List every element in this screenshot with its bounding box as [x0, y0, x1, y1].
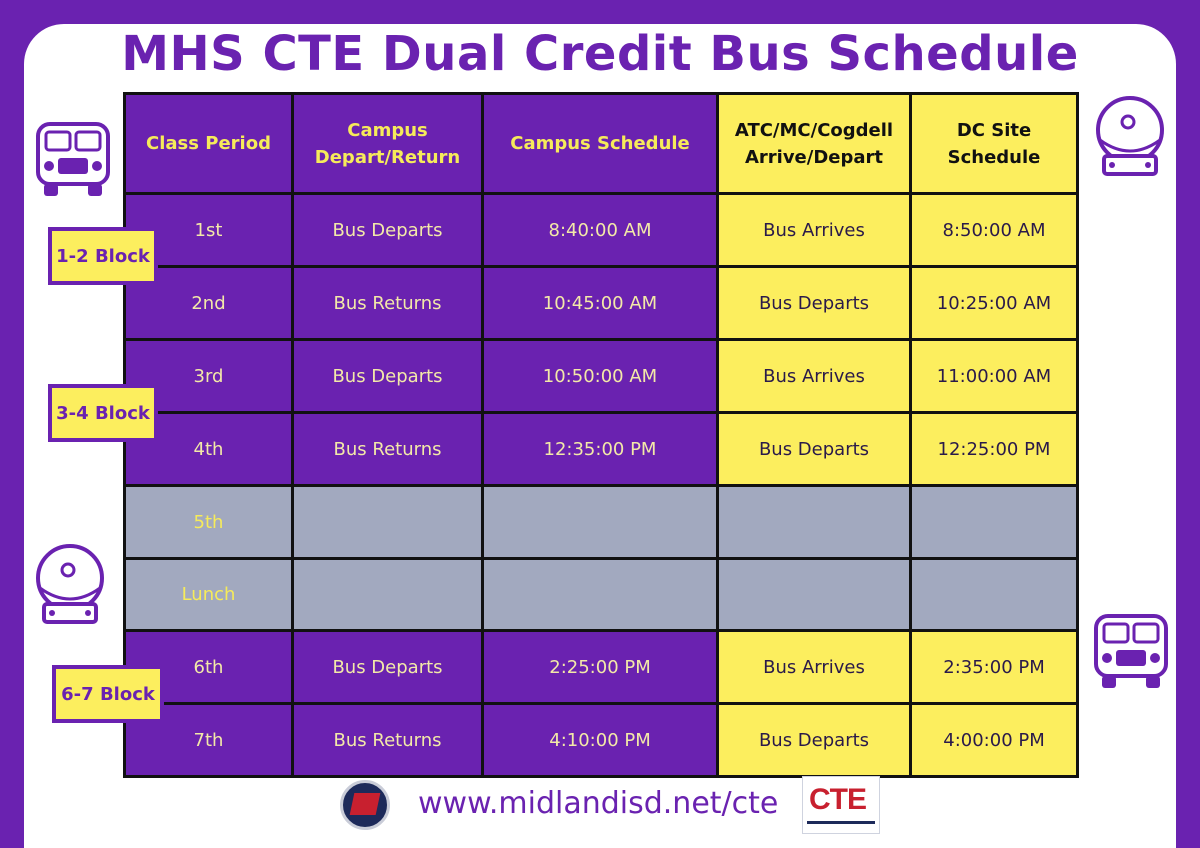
- block-label-1-2: 1-2 Block: [48, 227, 158, 285]
- period-cell: 2nd: [125, 267, 293, 340]
- district-seal-logo: [340, 780, 390, 830]
- period-cell: 6th: [125, 631, 293, 704]
- campus-time-cell: [483, 486, 718, 559]
- site-action-cell: [718, 559, 911, 631]
- block-label-6-7: 6-7 Block: [52, 665, 164, 723]
- period-cell: 7th: [125, 704, 293, 777]
- table-header-row: [125, 94, 1078, 194]
- school-bus-icon: [32, 118, 116, 206]
- site-action-cell: Bus Departs: [718, 704, 911, 777]
- table-row: [125, 559, 1078, 631]
- campus-time-cell: 10:45:00 AM: [483, 267, 718, 340]
- table-row: [125, 267, 1078, 340]
- table-row: [125, 413, 1078, 486]
- page-title: MHS CTE Dual Credit Bus Schedule: [121, 26, 1079, 82]
- campus-action-cell: Bus Returns: [293, 413, 483, 486]
- header-class-period: Class Period: [125, 94, 293, 194]
- site-action-cell: Bus Arrives: [718, 631, 911, 704]
- site-action-cell: Bus Arrives: [718, 194, 911, 267]
- bus-schedule-table: [123, 92, 1079, 778]
- campus-action-cell: Bus Departs: [293, 340, 483, 413]
- bell-icon: [30, 540, 110, 630]
- campus-time-cell: [483, 559, 718, 631]
- table-row: [125, 340, 1078, 413]
- campus-time-cell: 12:35:00 PM: [483, 413, 718, 486]
- campus-action-cell: Bus Departs: [293, 194, 483, 267]
- period-cell: Lunch: [125, 559, 293, 631]
- header-dc-site-schedule: DC Site Schedule: [911, 94, 1078, 194]
- header-campus-depart-return: Campus Depart/Return: [293, 94, 483, 194]
- campus-time-cell: 8:40:00 AM: [483, 194, 718, 267]
- table-row: [125, 631, 1078, 704]
- campus-action-cell: Bus Departs: [293, 631, 483, 704]
- site-time-cell: 12:25:00 PM: [911, 413, 1078, 486]
- period-cell: 1st: [125, 194, 293, 267]
- site-action-cell: Bus Departs: [718, 413, 911, 486]
- site-time-cell: 11:00:00 AM: [911, 340, 1078, 413]
- cte-logo-text: CTE: [809, 783, 866, 816]
- cte-logo: [802, 776, 880, 834]
- campus-action-cell: [293, 486, 483, 559]
- campus-time-cell: 2:25:00 PM: [483, 631, 718, 704]
- campus-time-cell: 10:50:00 AM: [483, 340, 718, 413]
- campus-action-cell: Bus Returns: [293, 267, 483, 340]
- table-row: [125, 704, 1078, 777]
- site-time-cell: [911, 559, 1078, 631]
- bell-icon: [1090, 92, 1170, 182]
- site-action-cell: [718, 486, 911, 559]
- period-cell: 3rd: [125, 340, 293, 413]
- site-time-cell: 4:00:00 PM: [911, 704, 1078, 777]
- website-link[interactable]: www.midlandisd.net/cte: [418, 786, 779, 821]
- header-site-arrive-depart: ATC/MC/Cogdell Arrive/Depart: [718, 94, 911, 194]
- school-bus-icon: [1090, 610, 1174, 698]
- period-cell: 5th: [125, 486, 293, 559]
- site-action-cell: Bus Departs: [718, 267, 911, 340]
- period-cell: 4th: [125, 413, 293, 486]
- site-action-cell: Bus Arrives: [718, 340, 911, 413]
- campus-action-cell: [293, 559, 483, 631]
- site-time-cell: [911, 486, 1078, 559]
- campus-time-cell: 4:10:00 PM: [483, 704, 718, 777]
- table-row: [125, 486, 1078, 559]
- campus-action-cell: Bus Returns: [293, 704, 483, 777]
- site-time-cell: 2:35:00 PM: [911, 631, 1078, 704]
- block-label-3-4: 3-4 Block: [48, 384, 158, 442]
- table-row: [125, 194, 1078, 267]
- header-campus-schedule: Campus Schedule: [483, 94, 718, 194]
- site-time-cell: 10:25:00 AM: [911, 267, 1078, 340]
- site-time-cell: 8:50:00 AM: [911, 194, 1078, 267]
